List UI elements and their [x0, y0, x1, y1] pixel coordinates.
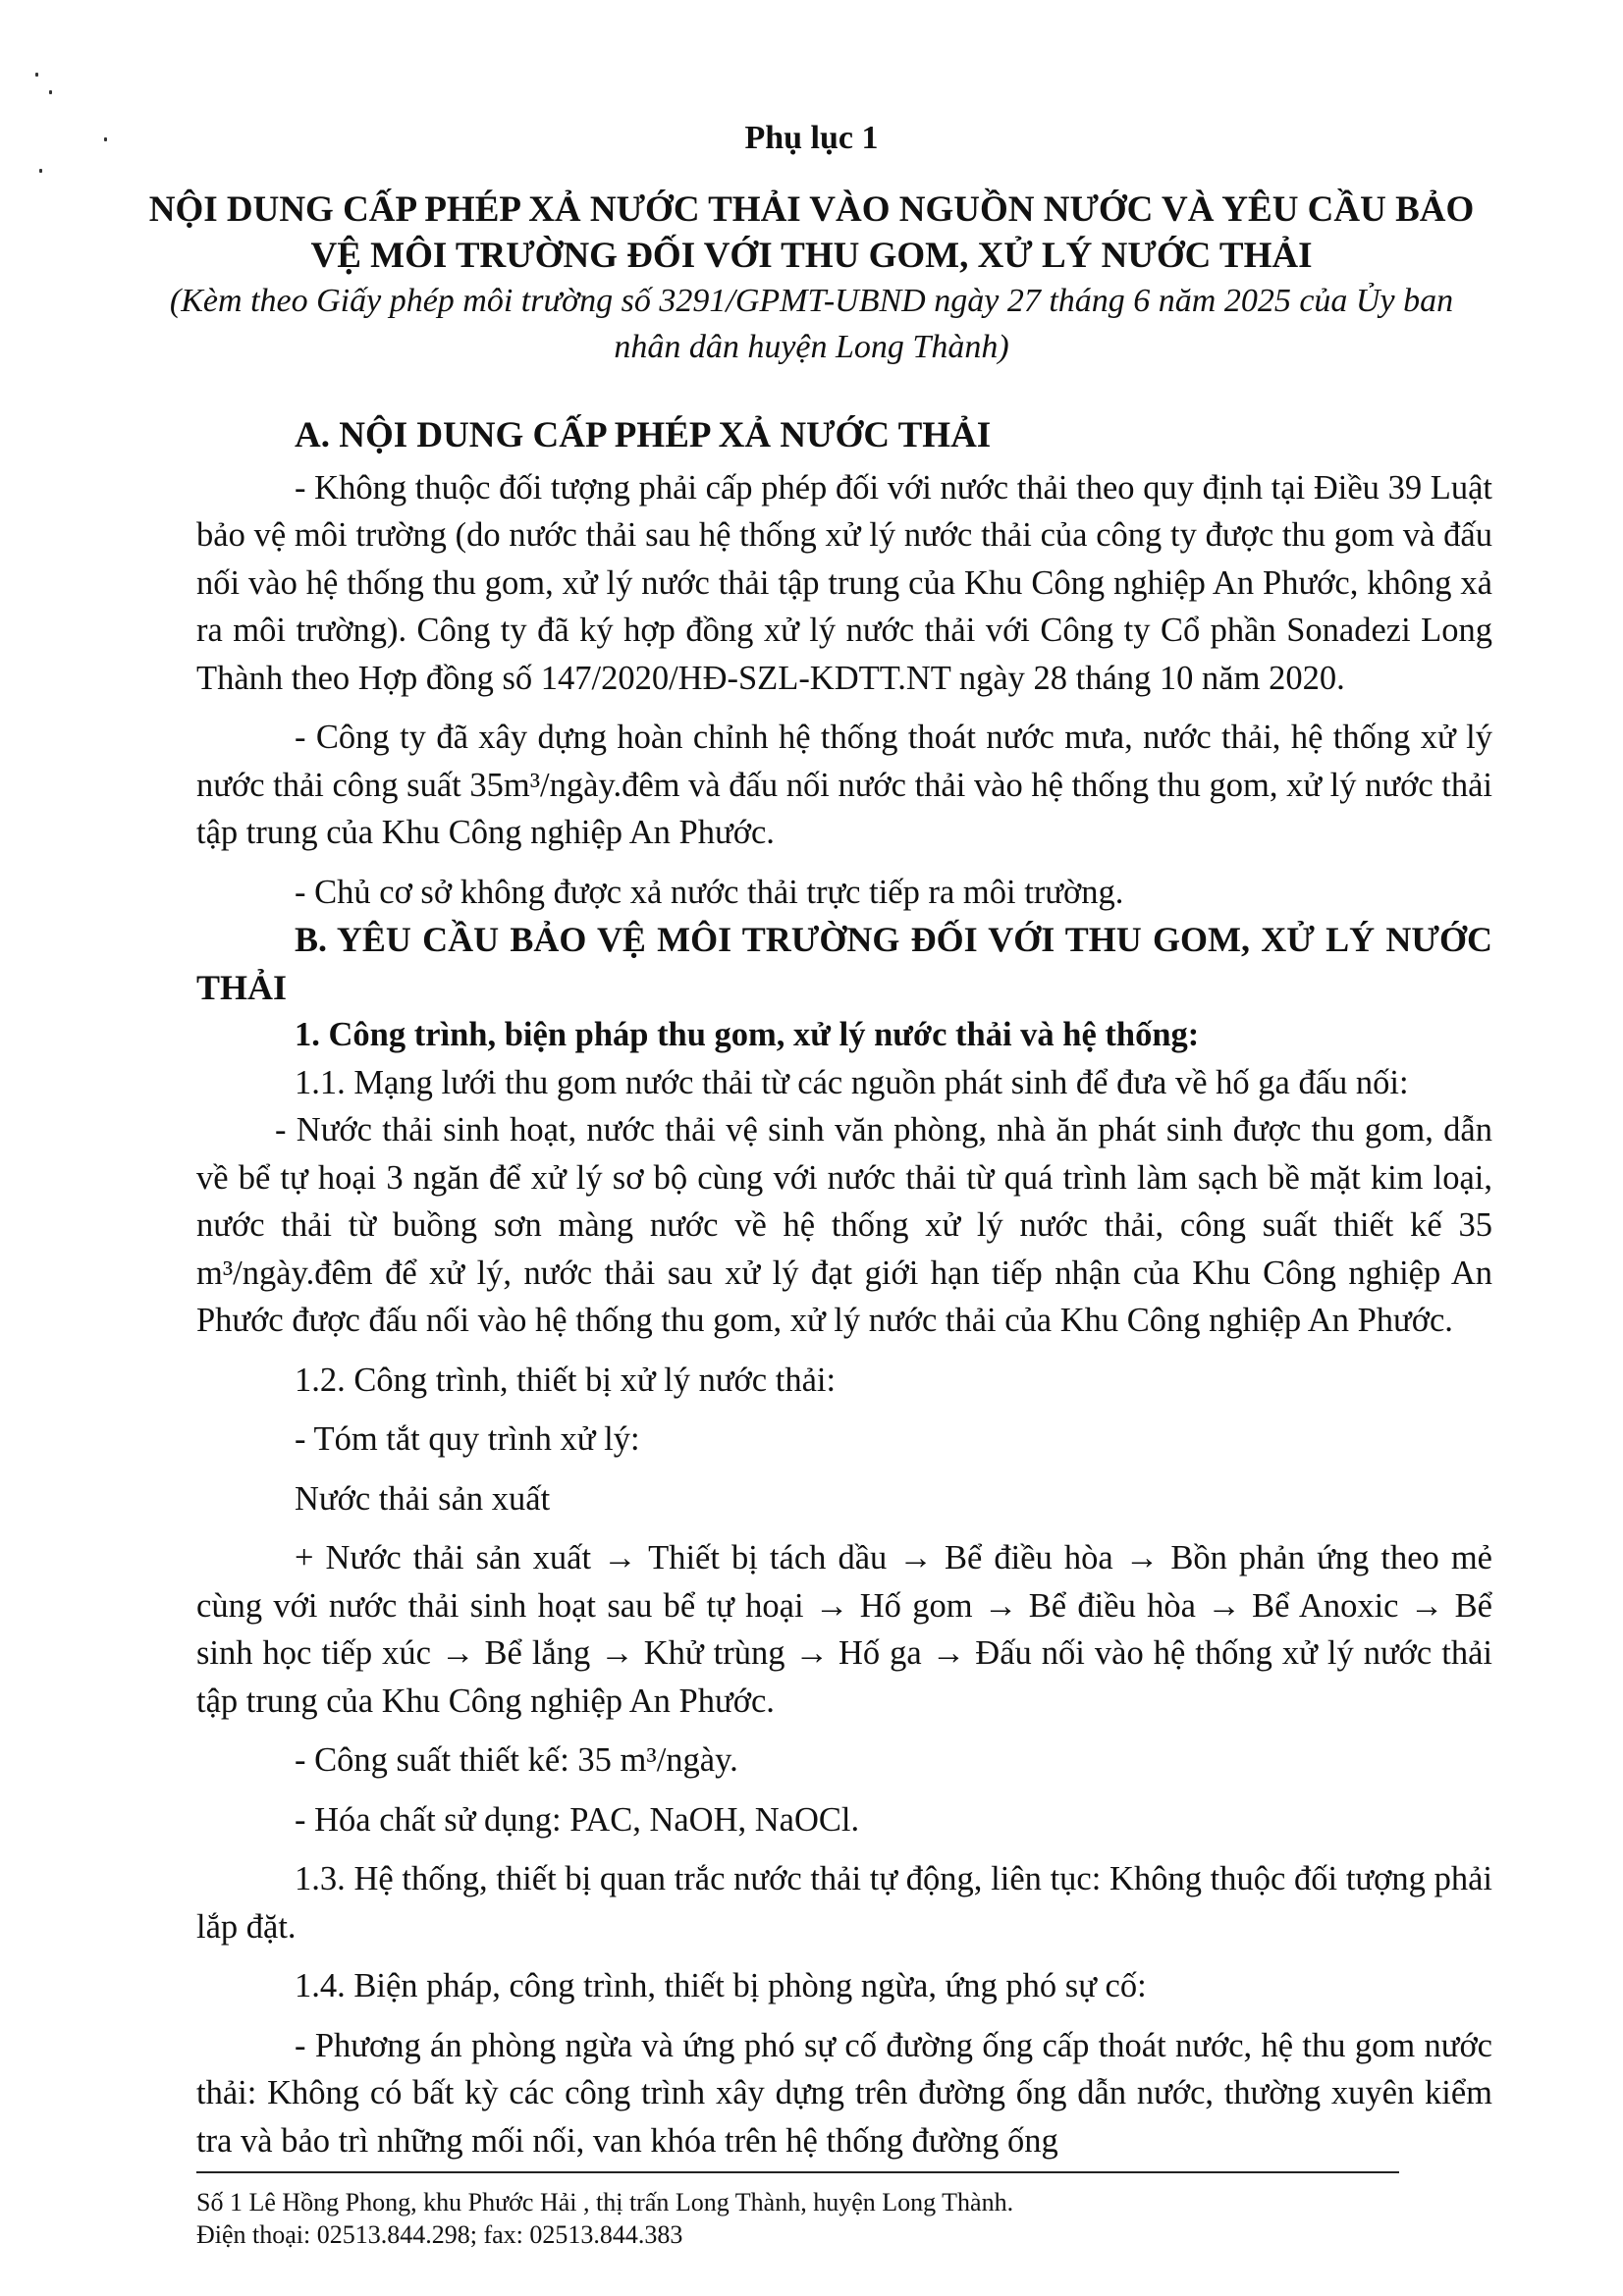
section-a-heading: A. NỘI DUNG CẤP PHÉP XẢ NƯỚC THẢI	[295, 415, 992, 455]
paragraph-1-4: 1.4. Biện pháp, công trình, thiết bị phòng ngừa, ứng phó sự cố:	[295, 1967, 1147, 2004]
design-capacity: - Công suất thiết kế: 35 m³/ngày.	[295, 1741, 738, 1779]
footer-phone: Điện thoại: 02513.844.298; fax: 02513.844.383	[196, 2220, 683, 2249]
subsection-1-heading: 1. Công trình, biện pháp thu gom, xử lý nước thải và hệ thống:	[295, 1016, 1200, 1053]
paragraph-1-1-detail: - Nước thải sinh hoạt, nước thải vệ sinh văn phòng, nhà ăn phát sinh được thu gom, dẫn về bể tự hoại 3 ngăn để xử lý sơ bộ cùng với nước thải từ quá trình làm sạch bề mặt kim loại, nước thải từ buồng sơn màng nước về hệ thống xử lý nước thải, công suất thiết kế 35 m³/ngày.đêm để xử lý, nước thải sau xử lý đạt giới hạn tiếp nhận của Khu Công nghiệp An Phước được đấu nối vào hệ thống thu gom, xử lý nước thải của Khu Công nghiệp An Phước.	[196, 1111, 1492, 1339]
section-a-paragraph-3: - Chủ cơ sở không được xả nước thải trực tiếp ra môi trường.	[295, 873, 1124, 911]
scan-speck	[49, 90, 52, 94]
document-body	[196, 412, 1492, 2164]
appendix-title: Phụ lục 1	[744, 120, 879, 156]
paragraph-1-3: 1.3. Hệ thống, thiết bị quan trắc nước thải tự động, liên tục: Không thuộc đối tượng phải lắp đặt.	[196, 1860, 1492, 1946]
main-title: NỘI DUNG CẤP PHÉP XẢ NƯỚC THẢI VÀO NGUỒN NƯỚC VÀ YÊU CẦU BẢO VỆ MÔI TRƯỜNG ĐỐI VỚI THU GOM, XỬ LÝ NƯỚC THẢI	[148, 189, 1475, 276]
chemicals-used: - Hóa chất sử dụng: PAC, NaOH, NaOCl.	[295, 1800, 860, 1839]
process-flow: + Nước thải sản xuất → Thiết bị tách dầu → Bể điều hòa → Bồn phản ứng theo mẻ cùng với nước thải sinh hoạt sau bể tự hoại → Hố gom → Bể điều hòa → Bể Anoxic → Bể sinh học tiếp xúc → Bể lắng → Khử trùng → Hố ga → Đấu nối vào hệ thống xử lý nước thải tập trung của Khu Công nghiệp An Phước.	[196, 1539, 1492, 1720]
footer-divider	[196, 2171, 1399, 2173]
footer	[196, 2186, 1473, 2251]
section-a-paragraph-1: - Không thuộc đối tượng phải cấp phép đối với nước thải theo quy định tại Điều 39 Luật bảo vệ môi trường (do nước thải sau hệ thống xử lý nước thải của công ty được thu gom và đấu nối vào hệ thống thu gom, xử lý nước thải tập trung của Khu Công nghiệp An Phước, không xả ra môi trường). Công ty đã ký hợp đồng xử lý nước thải với Công ty Cổ phần Sonadezi Long Thành theo Hợp đồng số 147/2020/HĐ-SZL-KDTT.NT ngày 28 tháng 10 năm 2020.	[196, 468, 1492, 697]
section-a-paragraph-2: - Công ty đã xây dựng hoàn chỉnh hệ thống thoát nước mưa, nước thải, hệ thống xử lý nước thải công suất 35m³/ngày.đêm và đấu nối nước thải vào hệ thống thu gom, xử lý nước thải tập trung của Khu Công nghiệp An Phước.	[196, 719, 1492, 851]
scan-speck	[39, 169, 42, 173]
subtitle: (Kèm theo Giấy phép môi trường số 3291/GPMT-UBND ngày 27 tháng 6 năm 2025 của Ủy ban nhân dân huyện Long Thành)	[169, 283, 1454, 365]
process-summary: - Tóm tắt quy trình xử lý:	[295, 1420, 640, 1458]
footer-address: Số 1 Lê Hồng Phong, khu Phước Hải , thị trấn Long Thành, huyện Long Thành.	[196, 2188, 1014, 2216]
paragraph-1-1: 1.1. Mạng lưới thu gom nước thải từ các nguồn phát sinh để đưa về hố ga đấu nối:	[295, 1063, 1409, 1101]
scan-speck	[35, 73, 38, 77]
incident-plan: - Phương án phòng ngừa và ứng phó sự cố đường ống cấp thoát nước, hệ thu gom nước thải: Không có bất kỳ các công trình xây dựng trên đường ống dẫn nước, thường xuyên kiểm tra và bảo trì những mối nối, van khóa trên hệ thống đường ống	[196, 2026, 1492, 2160]
process-source: Nước thải sản xuất	[295, 1479, 551, 1518]
paragraph-1-2: 1.2. Công trình, thiết bị xử lý nước thải:	[295, 1361, 837, 1399]
section-b-heading: B. YÊU CẦU BẢO VỆ MÔI TRƯỜNG ĐỐI VỚI THU GOM, XỬ LÝ NƯỚC THẢI	[196, 920, 1492, 1007]
